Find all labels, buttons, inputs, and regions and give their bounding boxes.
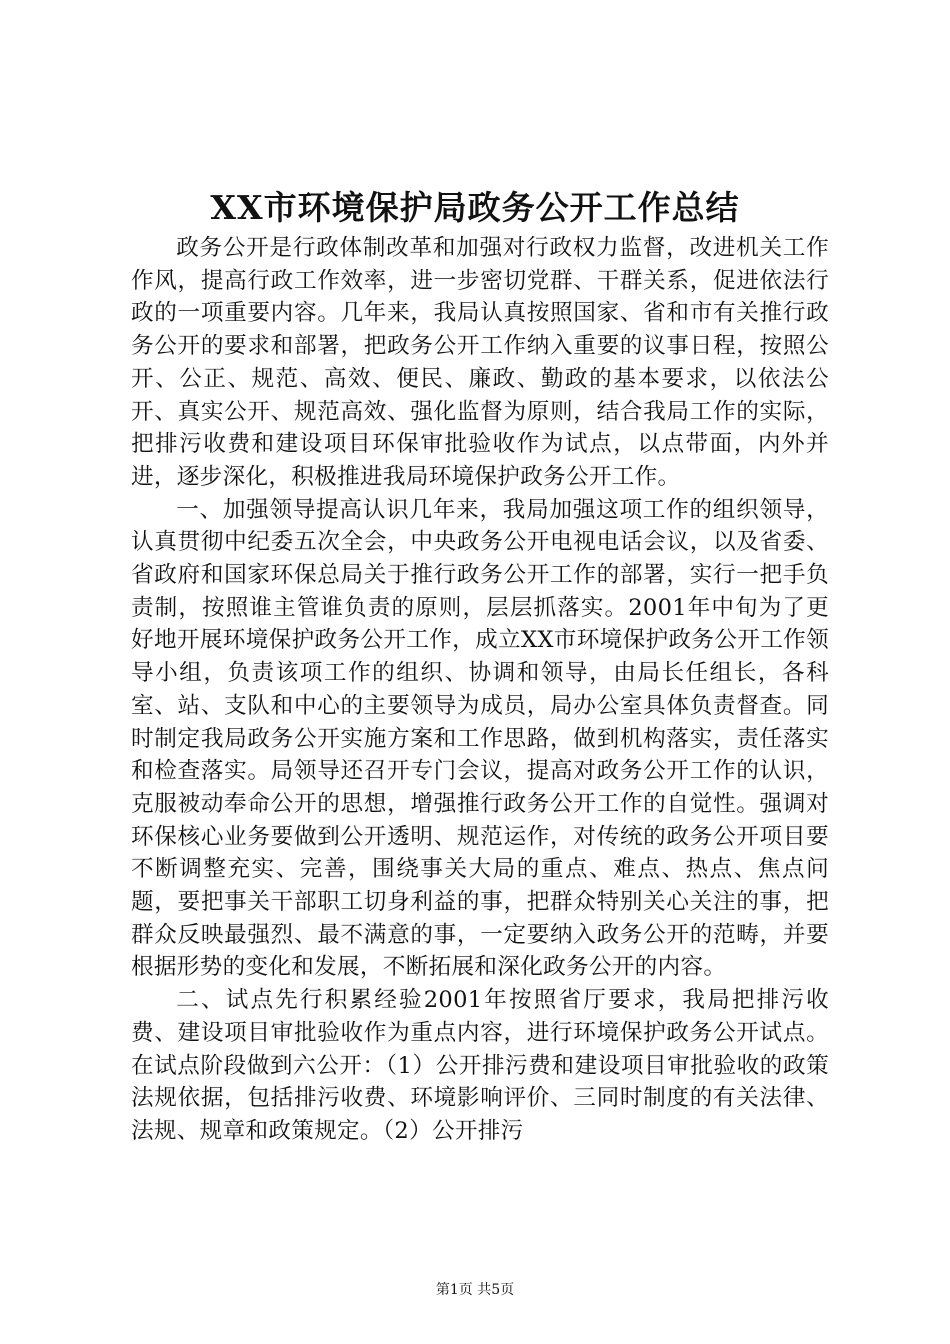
paragraph-section-2: 二、试点先行积累经验2001年按照省厅要求，我局把排污收费、建设项目审批验收作为重点内容，进行环境保护政务公开试点。在试点阶段做到六公开：（1）公开排污费和建设项目审批验收的政策法规依据，包括排污收费、环境影响评价、三同时制度的有关法律、法规、规章和政策规定。（2）公开排污 (131, 987, 829, 1144)
paragraph-section-1: 一、加强领导提高认识几年来，我局加强这项工作的组织领导，认真贯彻中纪委五次全会，中央政务公开电视电话会议，以及省委、省政府和国家环保总局关于推行政务公开工作的部署，实行一把手负责制，按照谁主管谁负责的原则，层层抓落实。2001年中旬为了更好地开展环境保护政务公开工作，成立XX市环境保护政务公开工作领导小组，负责该项工作的组织、协调和领导，由局长任组长，各科室、站、支队和中心的主要领导为成员，局办公室具体负责督查。同时制定我局政务公开实施方案和工作思路，做到机构落实，责任落实和检查落实。局领导还召开专门会议，提高对政务公开工作的认识，克服被动奉命公开的思想，增强推行政务公开工作的自觉性。强调对环保核心业务要做到公开透明、规范运作，对传统的政务公开项目要不断调整充实、完善，围绕事关大局的重点、难点、热点、焦点问题，要把事关干部职工切身利益的事，把群众特别关心关注的事，把群众反映最强烈、最不满意的事，一定要纳入政务公开的范畴，并要根据形势的变化和发展，不断拓展和深化政务公开的内容。 (131, 496, 829, 981)
page-footer: 第1页 共5页 (435, 1282, 515, 1298)
paragraph-intro: 政务公开是行政体制改革和加强对行政权力监督，改进机关工作作风，提高行政工作效率，进一步密切党群、干群关系，促进依法行政的一项重要内容。几年来，我局认真按照国家、省和市有关推行政务公开的要求和部署，把政务公开工作纳入重要的议事日程，按照公开、公正、规范、高效、便民、廉政、勤政的基本要求，以依法公开、真实公开、规范高效、强化监督为原则，结合我局工作的实际，把排污收费和建设项目环保审批验收作为试点，以点带面，内外并进，逐步深化，积极推进我局环境保护政务公开工作。 (131, 235, 829, 490)
document-title: XX市环境保护局政务公开工作总结 (210, 188, 740, 227)
document-body (131, 232, 829, 1148)
